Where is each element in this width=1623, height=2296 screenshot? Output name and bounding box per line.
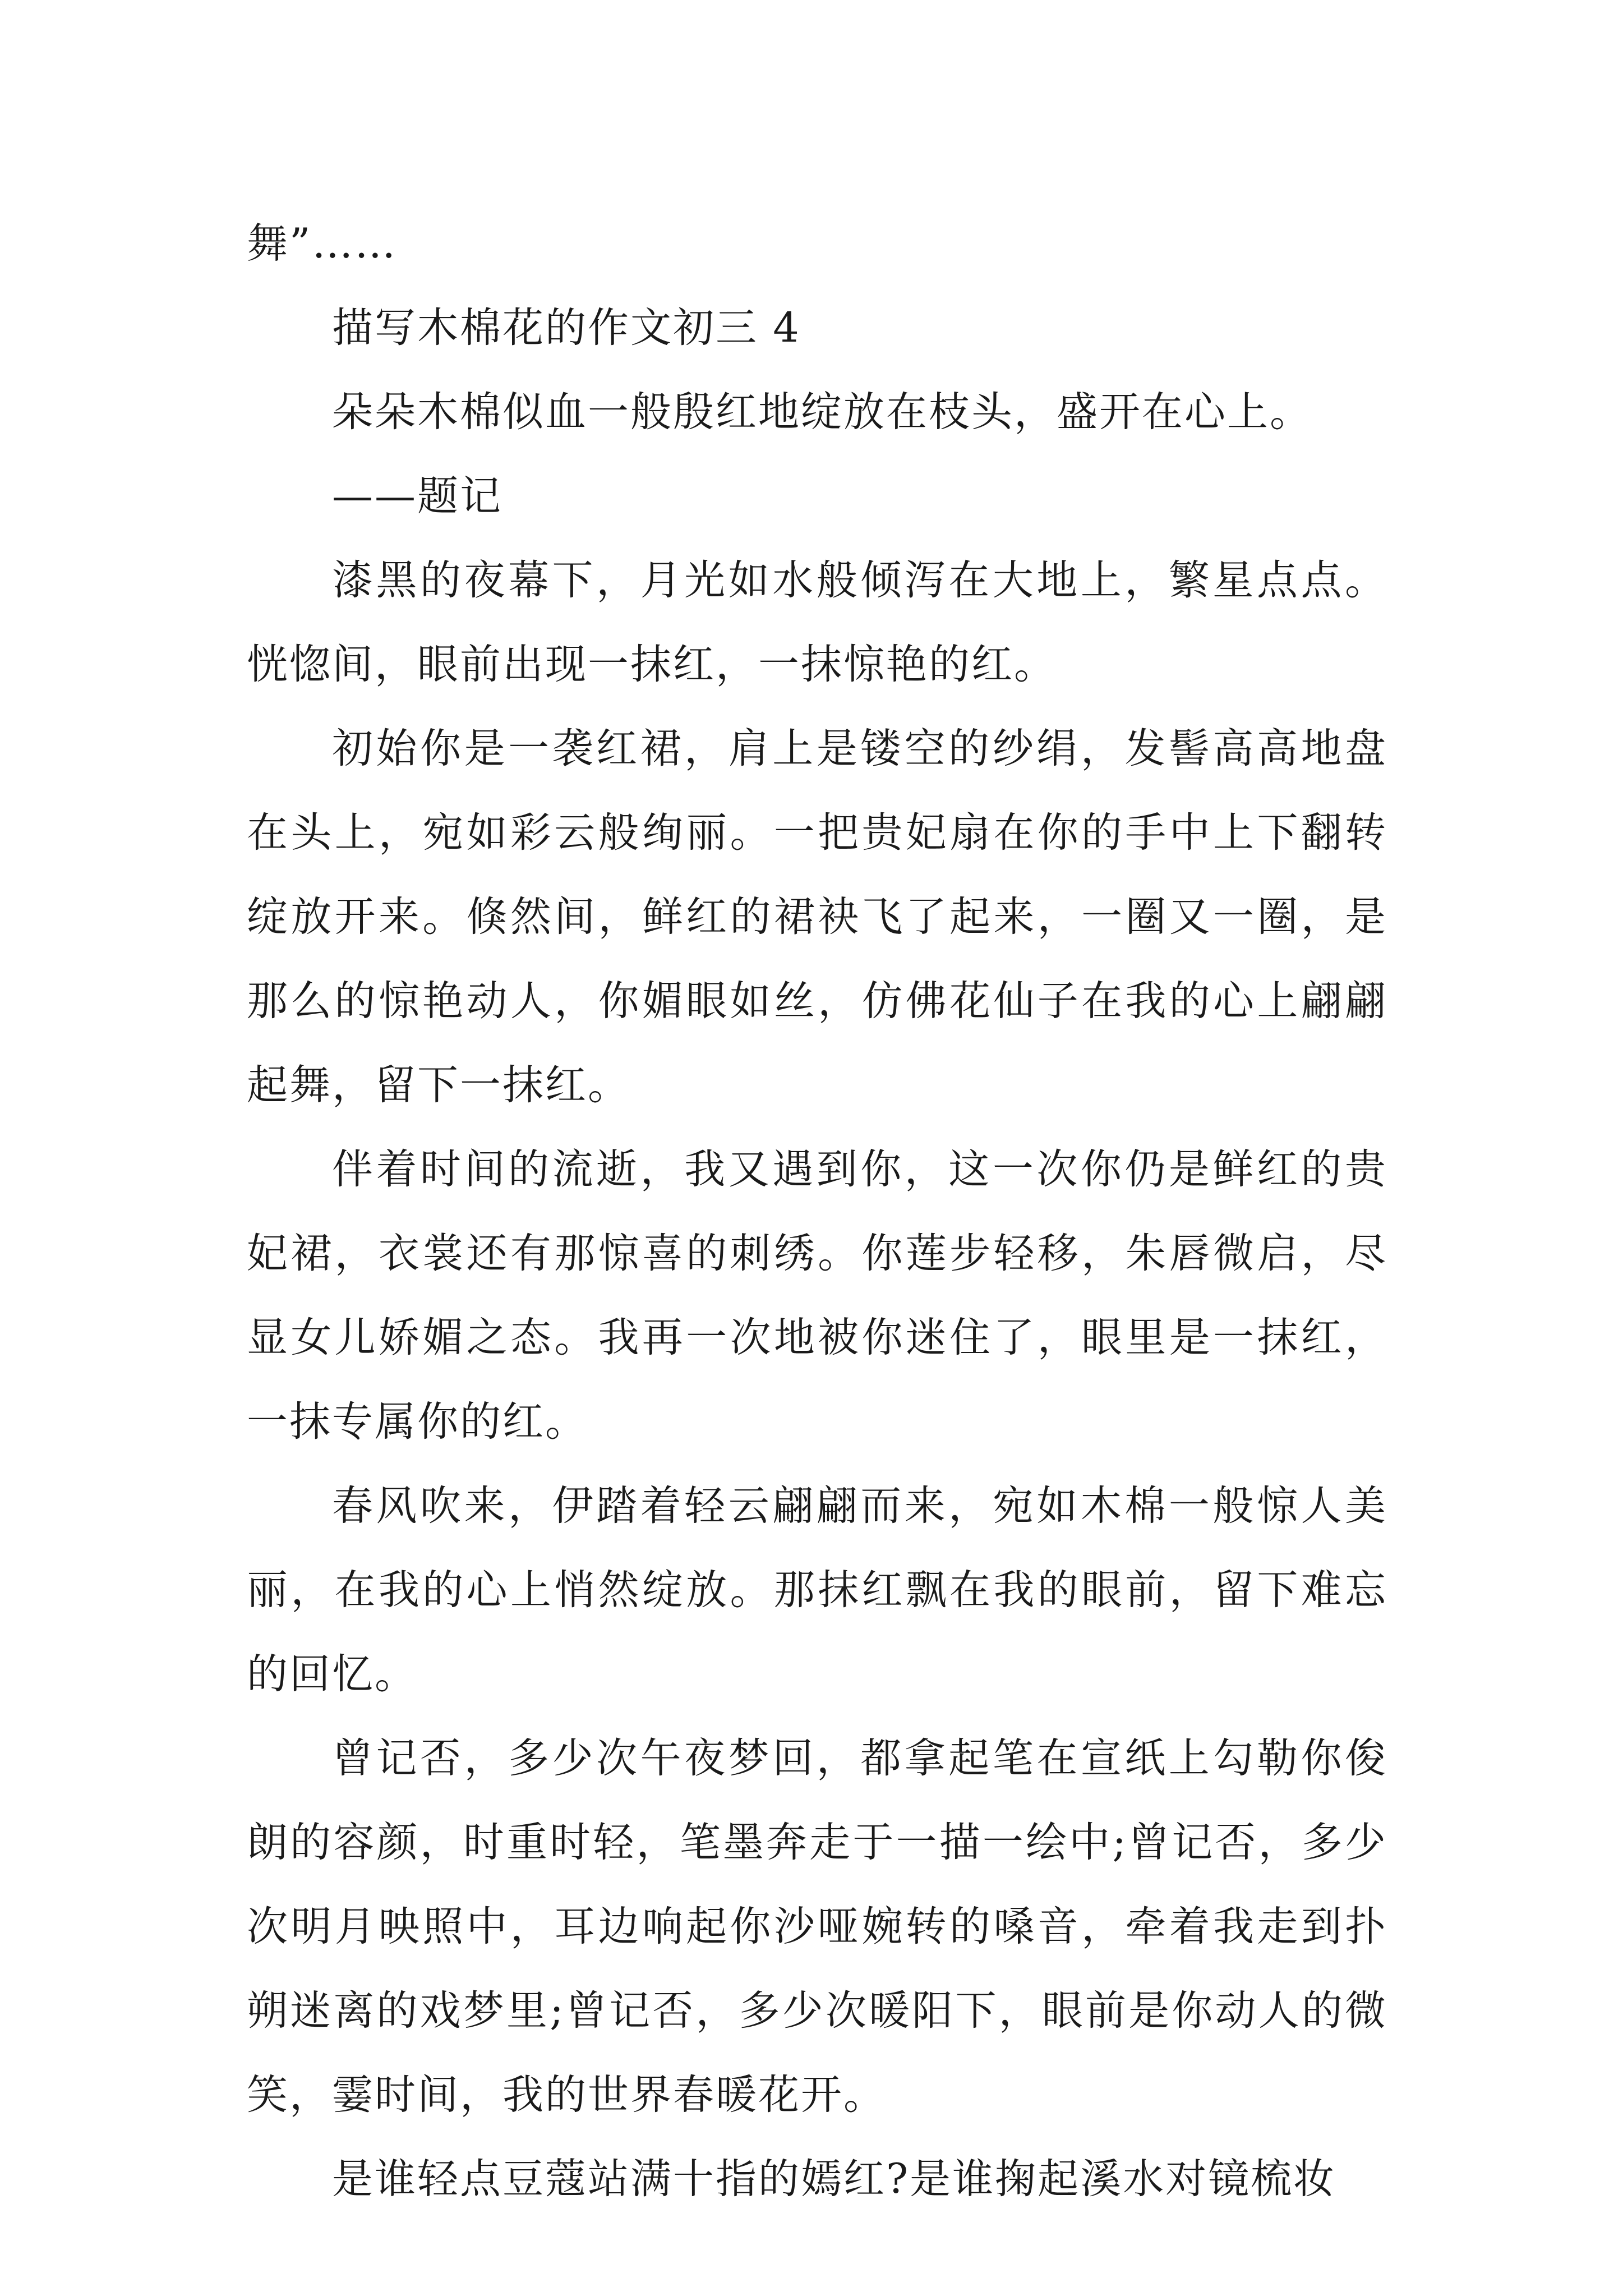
paragraph: 伴着时间的流逝，我又遇到你，这一次你仍是鲜红的贵妃裙，衣裳还有那惊喜的刺绣。你莲步轻移，朱唇微启，尽显女儿娇媚之态。我再一次地被你迷住了，眼里是一抹红，一抹专属你的红。	[247, 1145, 1387, 1446]
paragraph: 曾记否，多少次午夜梦回，都拿起笔在宣纸上勾勒你俊朗的容颜，时重时轻，笔墨奔走于一描一绘中;曾记否，多少次明月映照中，耳边响起你沙哑婉转的嗓音，牵着我走到扑朔迷离的戏梦里;曾记否，多少次暖阳下，眼前是你动人的微笑，霎时间，我的世界春暖花开。	[247, 1734, 1387, 2119]
paragraph-continuation: 舞”……	[247, 220, 398, 268]
paragraph: 春风吹来，伊踏着轻云翩翩而来，宛如木棉一般惊人美丽，在我的心上悄然绽放。那抹红飘在我的眼前，留下难忘的回忆。	[247, 1482, 1387, 1698]
paragraph: 漆黑的夜幕下，月光如水般倾泻在大地上，繁星点点。恍惚间，眼前出现一抹红，一抹惊艳的红。	[247, 556, 1387, 688]
epigraph: 朵朵木棉似血一般殷红地绽放在枝头，盛开在心上。	[332, 388, 1312, 436]
body-text	[247, 202, 1387, 2221]
epigraph-attribution: ——题记	[332, 472, 502, 520]
paragraph: 初始你是一袭红裙，肩上是镂空的纱绢，发髻高高地盘在头上，宛如彩云般绚丽。一把贵妃扇在你的手中上下翻转绽放开来。倏然间，鲜红的裙袂飞了起来，一圈又一圈，是那么的惊艳动人，你媚眼如丝，仿佛花仙子在我的心上翩翩起舞，留下一抹红。	[247, 725, 1387, 1109]
paragraph: 是谁轻点豆蔻站满十指的嫣红?是谁掬起溪水对镜梳妆	[332, 2155, 1336, 2203]
section-heading: 描写木棉花的作文初三 4	[332, 304, 801, 352]
